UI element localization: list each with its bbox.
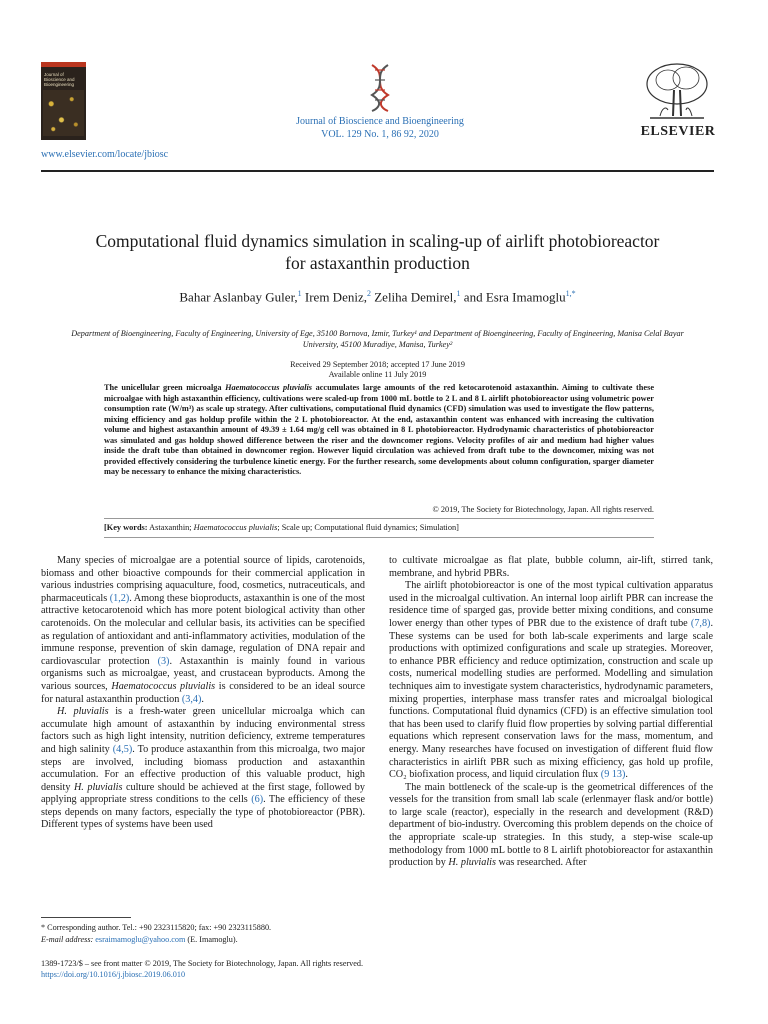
species-name: H. pluvialis — [73, 781, 123, 793]
abstract — [104, 383, 654, 478]
body-paragraph — [389, 580, 713, 782]
body-text: was researched. After — [495, 857, 587, 869]
dna-logo-icon — [368, 63, 392, 113]
author-name: Irem Deniz, — [304, 289, 367, 305]
keywords-text: ; Scale up; Computational fluid dynamics; Simulation] — [277, 523, 459, 532]
body-text: culture should be achieved at the first stage, followed by applying appropriate stress conditions to the cells — [41, 781, 365, 806]
author-name: Bahar Aslanbay Guler, — [179, 289, 298, 305]
header-rule — [41, 170, 714, 172]
body-column-right — [389, 555, 713, 870]
citation-link[interactable]: (4,5) — [112, 743, 133, 755]
abstract-text: The unicellular green microalga — [104, 383, 226, 392]
citation-link[interactable]: (3,4) — [181, 693, 202, 705]
body-text: is a fresh-water green unicellular microalga which can accumulate high amount of astaxanthin by inducing environmental stress factors such as high light intensity, nutrition deficiency, extreme temperatures and high salinity — [41, 706, 365, 755]
body-text: . These systems can be used for both lab-scale experiments and large scale productions with optimized configurations and scale up strategies. Moreover, to enhance PBR efficiency and reduce optimization, construction and scale up costs, numerical modelling studies are performed. Modelling and simulation techniques aim to investigate system characteristics, hydrodynamic parameters, mixing properties, interphase mass transfer rates and microalgal biological functions. Computational fluid dynamics (CFD) is an effective simulation tool that has been used to clarify fluid flow properties by solving partial differential equations which represent conservation laws for the mass, momentum, and energy. Many researches have focused on investigation of different fluid flow characteristics in airlift PBR such as mixing efficiency, gas hold up profile, CO₂ biofixation process, and liquid circulation flux — [389, 617, 713, 781]
body-paragraph — [41, 706, 365, 832]
citation-link[interactable]: (9 13) — [600, 769, 626, 781]
publisher-name: ELSEVIER — [640, 124, 716, 139]
keywords-rule-top — [104, 518, 654, 519]
journal-volume: VOL. 129 No. 1, 86 92, 2020 — [321, 129, 439, 140]
body-column-left — [41, 555, 365, 832]
online-date: Available online 11 July 2019 — [328, 370, 427, 379]
journal-url-link[interactable]: www.elsevier.com/locate/jbiosc — [41, 149, 169, 160]
corresponding-author-contact: * Corresponding author. Tel.: +90 2323115820; fax: +90 2323115880. — [41, 923, 272, 932]
keywords-label: [Key words: — [104, 523, 148, 532]
email-link[interactable]: esraimamoglu@yahoo.com — [95, 935, 186, 944]
journal-cover-image — [41, 62, 86, 140]
cover-art — [43, 90, 84, 136]
citation-link[interactable]: (3) — [157, 655, 170, 667]
elsevier-tree-logo-icon — [640, 60, 714, 122]
journal-name-link[interactable]: Journal of Bioscience and Bioengineering — [296, 116, 464, 127]
author-affiliation-marker[interactable]: 1 — [297, 289, 302, 298]
body-paragraph: to cultivate microalgae as flat plate, bubble column, air-lift, stirred tank, membrane, and hybrid PBRs. — [389, 555, 713, 579]
title-line-1: Computational fluid dynamics simulation in scaling-up of airlift photobioreactor — [95, 231, 660, 251]
title-line-2: for astaxanthin production — [285, 253, 470, 273]
email-owner: (E. Imamoglu). — [185, 935, 238, 944]
affiliation-line-2: University, 45100 Muradiye, Manisa, Turkey² — [302, 340, 453, 349]
keywords — [104, 523, 664, 532]
cover-title: Journal of Bioscience and Bioengineering — [44, 72, 75, 87]
email-label: E-mail address: — [41, 935, 96, 944]
cover-band — [41, 62, 86, 67]
body-text: Many species of microalgae are a potential source of lipids, carotenoids, biomass and other bioactive compounds for their commercial application in various industries comprising aquaculture, food, cosmetics, nutraceuticals, and pharmaceuticals — [41, 555, 365, 604]
species-name: H. pluvialis — [57, 706, 109, 718]
abstract-text: accumulates large amounts of the red ketocarotenoid astaxanthin. Aiming to cultivate these microalgae with high astaxanthin efficiency, cultivations were scaled-up from 1000 mL bottle to 2 L and 8 L airlift photobioreactor using volumetric power consumption rate (W/m³) as scale up strategy. After cultivations, computational fluid dynamics (CFD) simulation was used to investigate the flow patterns, mixing efficiency and gas holdup profile within the 2 L photobioreactor. At the end, astaxanthin content was enhanced with increasing the cultivation volume and highest astaxanthin amount of 49.39 ± 1.64 mg/g cell was obtained in 8 L photobioreactor. Hydrodynamic characteristics of photobioreactor was simulated and gas holdup showed difference between the riser and the downcomer regions. Velocity profiles of air and medium had higher values inside the draft tube than obtained in downcomer region. However liquid circulation was achieved from draft tube to the downcomer, mixing was not provided effectively considering the turbulence kinetic energy. For the further research, some developments about column configuration, sparger diameter may be necessary to enhance the mixing characteristics. — [104, 383, 654, 476]
body-text: The airlift photobioreactor is one of the most typical cultivation apparatus used in the microalgal cultivation. An internal loop airlift PBR can increase the residence time of sparged gas, provide better mixing conditions, and consume lower energy than other types of PBR due to the existence of draft tube — [389, 580, 713, 629]
keywords-species: Haematococcus pluvialis — [193, 523, 278, 532]
body-paragraph — [41, 555, 365, 706]
keywords-text: Astaxanthin; — [147, 523, 194, 532]
author-name: and Esra Imamoglu — [463, 289, 566, 305]
citation-link[interactable]: (6) — [251, 794, 264, 806]
body-text: . To produce astaxanthin from this microalga, two major steps are involved, including biomass production and astaxanthin accumulation. For an effective production of this valuable product, high density — [41, 743, 365, 793]
corresponding-author-footnote — [41, 922, 371, 946]
issn-line: 1389-1723/$ – see front matter © 2019, The Society for Biotechnology, Japan. All rights reserved. — [41, 959, 364, 968]
citation-link[interactable]: (7,8) — [690, 617, 711, 629]
body-text: The main bottleneck of the scale-up is the geometrical differences of the vessels for the transition from small lab scale (erlenmayer flask and/or bottle) to large scale (reactor), especially in the research and development (R&D) department of bio-industry. Overcoming this problem depends on the choice of the appropriate scale-up strategies. In this study, a step-wise scale-up methodology from 1000 mL bottle to 8 L airlift photobioreactor for astaxanthin production by — [389, 781, 713, 869]
body-paragraph — [389, 782, 713, 870]
abstract-species: Haematococcus pluvialis — [225, 383, 313, 392]
author-affiliation-marker[interactable]: 2 — [366, 289, 371, 298]
received-date: Received 29 September 2018; accepted 17 June 2019 — [290, 360, 465, 369]
citation-link[interactable]: (1,2) — [109, 592, 130, 604]
article-title — [41, 230, 714, 274]
body-text: . — [625, 769, 628, 781]
author-list — [41, 289, 714, 305]
affiliations — [41, 328, 714, 350]
affiliation-line-1: Department of Bioengineering, Faculty of Engineering, University of Ege, 35100 Bornova, Izmir, Turkey¹ and Department of Bioengineering, Faculty of Engineering, Manisa Celal Bayar — [71, 329, 684, 338]
body-text: . Astaxanthin is mainly found in various organisms such as microalgae, yeast, and crustacean byproducts. Among the various sources, — [41, 655, 365, 692]
abstract-copyright: © 2019, The Society for Biotechnology, Japan. All rights reserved. — [432, 505, 654, 514]
body-text: is considered to be an ideal source for natural astaxanthin production — [41, 680, 366, 705]
body-text: . Among these bioproducts, astaxanthin is one of the most attractive ketocarotenoid which has more potent biological activity than other carotenoids. On the molecular and cellular basis, its activities can be specified as regulation of antioxidant and anti-inflammatory activities, modulation of the immune response, prevention of skin damage, regulation of DNA repair and cardiovascular protection — [41, 592, 365, 667]
author-affiliation-marker[interactable]: 1,* — [565, 289, 576, 298]
email-line — [41, 934, 371, 946]
body-text: . — [201, 693, 204, 705]
body-text: . The efficiency of these steps depends on many factors, especially the type of photobioreactor (PBR). Different types of systems have been used — [41, 794, 366, 831]
article-dates — [41, 360, 714, 380]
author-affiliation-marker[interactable]: 1 — [456, 289, 461, 298]
doi-link[interactable]: https://doi.org/10.1016/j.jbiosc.2019.06.010 — [41, 970, 186, 979]
species-name: H. pluvialis — [448, 857, 496, 869]
species-name: Haematococcus pluvialis — [111, 680, 216, 692]
author-name: Zeliha Demirel, — [374, 289, 457, 305]
footnote-rule — [41, 917, 131, 918]
keywords-rule-bottom — [104, 537, 654, 538]
